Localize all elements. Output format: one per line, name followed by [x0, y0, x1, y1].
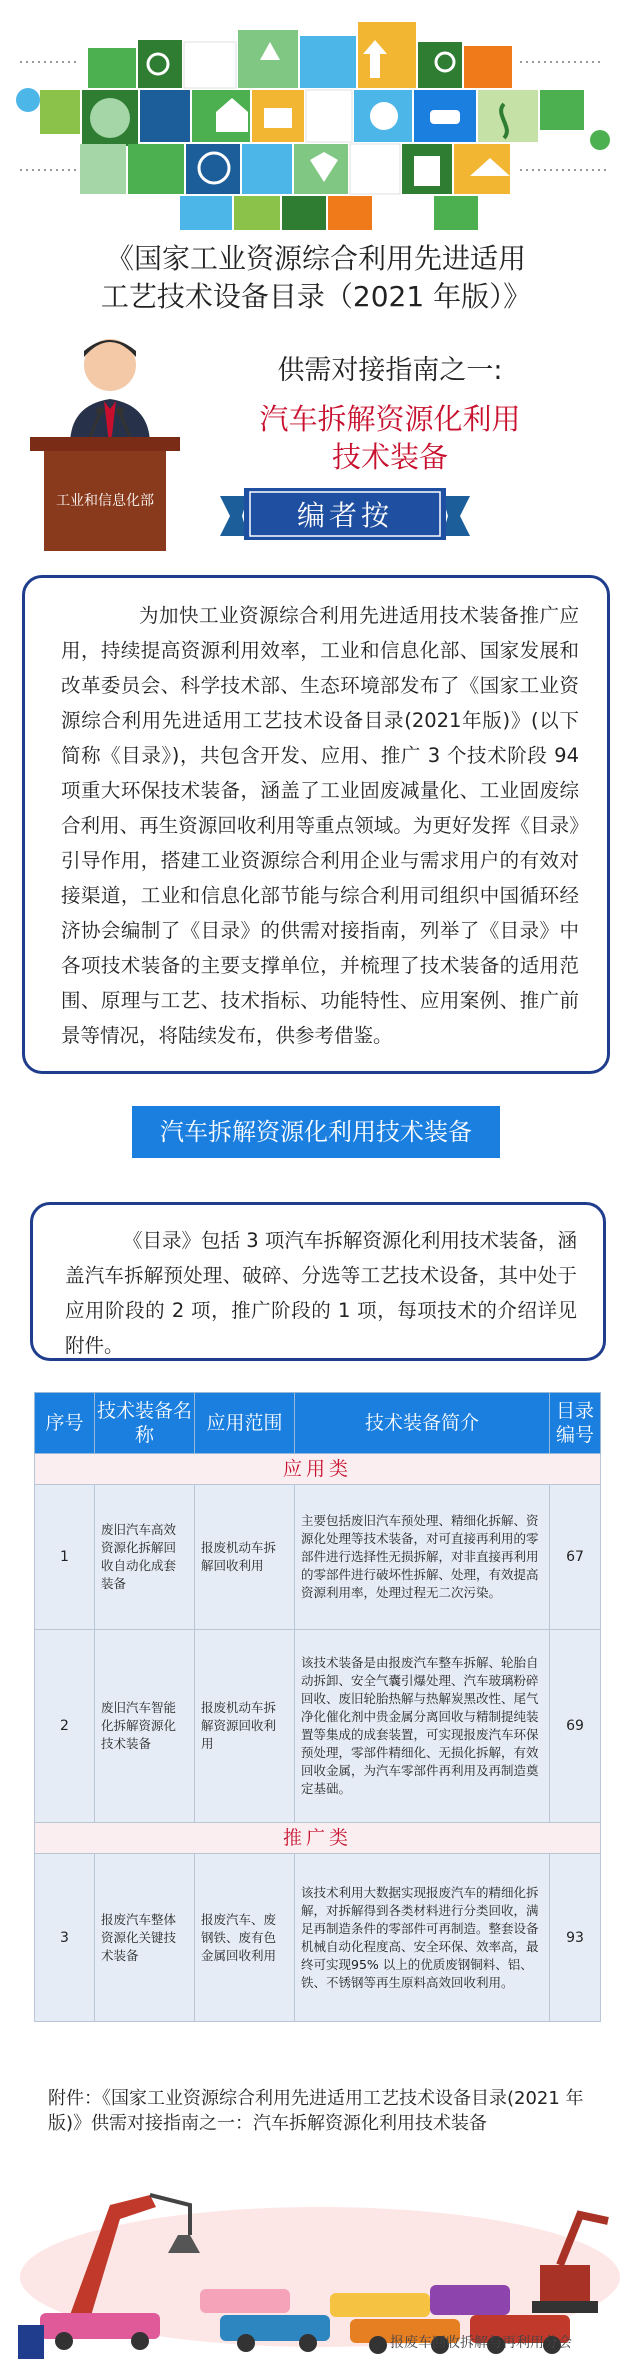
- col-header-no: 序号: [35, 1393, 95, 1454]
- table-header-row: [35, 1393, 601, 1454]
- summary-text: 《目录》包括 3 项汽车拆解资源化利用技术装备，涵盖汽车拆解预处理、破碎、分选等工艺技术设备，其中处于应用阶段的 2 项，推广阶段的 1 项，每项技术的介绍详见附件。: [65, 1229, 577, 1357]
- cell-scope: 报废汽车、废钢铁、废有色金属回收利用: [195, 1854, 295, 2022]
- section-heading: 汽车拆解资源化利用技术装备: [132, 1106, 500, 1158]
- table-row: [35, 1630, 601, 1823]
- col-header-scope: 应用范围: [195, 1393, 295, 1454]
- cell-code: 69: [550, 1630, 601, 1823]
- table-row: [35, 1854, 601, 2022]
- cell-no: 2: [35, 1630, 95, 1823]
- topic-title: [190, 400, 590, 476]
- podium-label: 工业和信息化部: [56, 493, 154, 509]
- header-illustration: [0, 0, 632, 240]
- category-label: 应用类: [35, 1454, 601, 1485]
- category-row-promote: [35, 1823, 601, 1854]
- cell-intro: 该技术装备是由报废汽车整车拆解、轮胎自动拆卸、安全气囊引爆处理、汽车玻璃粉碎回收、废旧轮胎热解与热解炭黑改性、尾气净化催化剂中贵金属分离回收与精制提纯装置等集成的成套装置，可实现报废汽车环保预处理，零部件精细化、无损化拆解，有效回收金属，为汽车零部件再利用及再制造奠定基础。: [295, 1630, 550, 1823]
- col-header-intro: 技术装备简介: [295, 1393, 550, 1454]
- tech-equipment-table: [34, 1392, 601, 2022]
- title-line-1: 《国家工业资源综合利用先进适用: [105, 242, 526, 275]
- cell-name: 废旧汽车高效资源化拆解回收自动化成套装备: [95, 1485, 195, 1630]
- topic-line-2: 技术装备: [331, 440, 448, 474]
- appendix-text: 附件：《国家工业资源综合利用先进适用工艺技术设备目录(2021 年版)》供需对接指南之一：汽车拆解资源化利用技术装备: [48, 2088, 584, 2134]
- topic-line-1: 汽车拆解资源化利用: [259, 402, 521, 436]
- col-header-name: 技术装备名称: [95, 1393, 195, 1454]
- watermark: 报废车回收拆解与再利用分会: [390, 2335, 572, 2351]
- table-row: [35, 1485, 601, 1630]
- cell-code: 93: [550, 1854, 601, 2022]
- editor-note-text: 为加快工业资源综合利用先进适用技术装备推广应用，持续提高资源利用效率，工业和信息化部、国家发展和改革委员会、科学技术部、生态环境部发布了《国家工业资源综合利用先进适用工艺技术设备目录(2021年版)》(以下简称《目录》)，共包含开发、应用、推广 3 个技术阶段 94 项重大环保技术装备，涵盖了工业固废减量化、工业固废综合利用、再生资源回收利用等重点领域。为更好发挥《目录》引导作用，搭建工业资源综合利用企业与需求用户的有效对接渠道，工业和信息化部节能与综合利用司组织中国循环经济协会编制了《目录》的供需对接指南，列举了《目录》中各项技术装备的主要支撑单位，并梳理了技术装备的适用范围、原理与工艺、技术指标、功能特性、应用案例、推广前景等情况，将陆续发布，供参考借鉴。: [61, 604, 579, 1047]
- category-row-apply: [35, 1454, 601, 1485]
- cell-code: 67: [550, 1485, 601, 1630]
- cell-no: 3: [35, 1854, 95, 2022]
- guide-subtitle: 供需对接指南之一:: [277, 355, 503, 386]
- cell-intro: 主要包括废旧汽车预处理、精细化拆解、资源化处理等技术装备，对可直接再利用的零部件进行选择性无损拆解，对非直接再利用的零部件进行破坏性拆解、处理，有效提高资源利用率，处理过程无二次污染。: [295, 1485, 550, 1630]
- editor-note-box: [22, 575, 610, 1074]
- cell-scope: 报废机动车拆解回收利用: [195, 1485, 295, 1630]
- speaker-illustration: [20, 325, 190, 555]
- summary-box: [30, 1202, 606, 1361]
- cell-scope: 报废机动车拆解资源回收利用: [195, 1630, 295, 1823]
- cell-no: 1: [35, 1485, 95, 1630]
- category-label: 推广类: [35, 1823, 601, 1854]
- col-header-code: 目录编号: [550, 1393, 601, 1454]
- ribbon-label: 编者按: [296, 499, 393, 532]
- document-title: [30, 240, 602, 316]
- cell-name: 报废汽车整体资源化关键技术装备: [95, 1854, 195, 2022]
- title-line-2: 工艺技术设备目录（2021 年版）》: [100, 280, 532, 313]
- cell-name: 废旧汽车智能化拆解资源化技术装备: [95, 1630, 195, 1823]
- cell-intro: 该技术利用大数据实现报废汽车的精细化拆解，对拆解得到各类材料进行分类回收，满足再制造条件的零部件可再制造。整套设备机械自动化程度高、安全环保、效率高，最终可实现95% 以上的优质废钢铜料、铝、铁、不锈钢等再生原料高效回收利用。: [295, 1854, 550, 2022]
